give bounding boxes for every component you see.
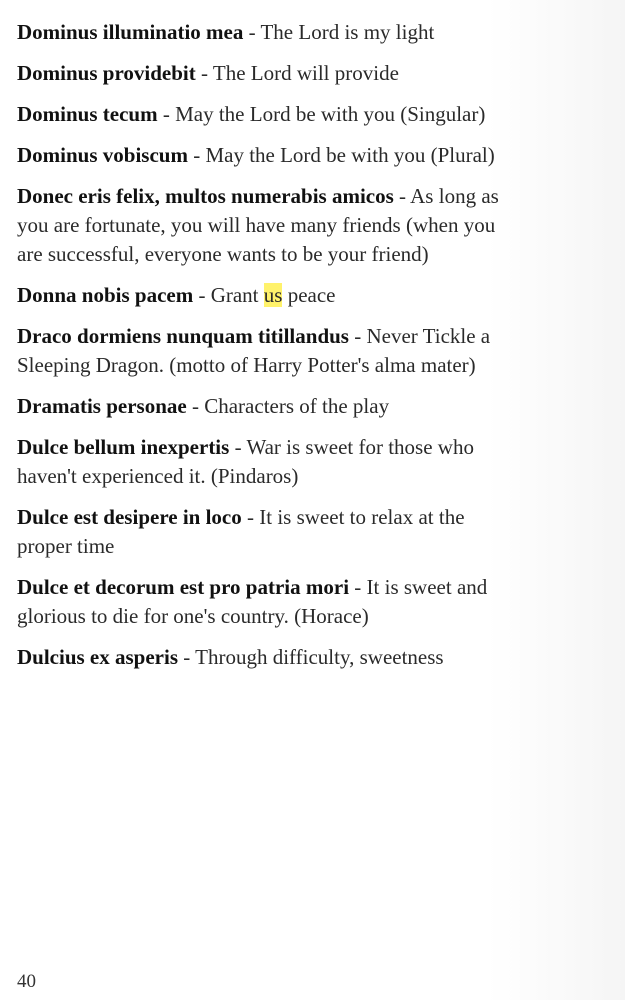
entry-term: Dulce et decorum est pro patria mori [17, 575, 350, 599]
list-item [17, 59, 517, 88]
page-number: 40 [17, 971, 36, 992]
entry-definition: It is sweet and glorious to die for one's country. (Horace) [17, 575, 488, 628]
entry-definition [211, 283, 336, 307]
entry-separator: - [243, 20, 261, 44]
entry-term: Dominus illuminatio mea [17, 20, 244, 44]
entry-definition: War is sweet for those who haven't experienced it. (Pindaros) [17, 435, 474, 488]
entry-definition: Never Tickle a Sleeping Dragon. (motto of Harry Potter's alma mater) [17, 324, 491, 377]
list-item [17, 182, 517, 269]
entry-term: Dominus tecum [17, 102, 158, 126]
entry-separator: - [229, 435, 247, 459]
list-item [17, 100, 517, 129]
list-item [17, 643, 517, 672]
entry-term: Dominus providebit [17, 61, 196, 85]
list-item [17, 392, 517, 421]
list-item [17, 503, 517, 561]
list-item [17, 281, 517, 310]
entry-definition: As long as you are fortunate, you will have many friends (when you are successful, everyone wants to be your friend) [17, 184, 499, 266]
list-item [17, 433, 517, 491]
entry-definition: May the Lord be with you (Plural) [205, 143, 495, 167]
list-item [17, 141, 517, 170]
entry-definition: It is sweet to relax at the proper time [17, 505, 465, 558]
list-item [17, 18, 517, 47]
entry-separator: - [186, 394, 205, 418]
entry-separator: - [193, 283, 211, 307]
highlighted-word: us [263, 283, 283, 307]
entry-separator: - [241, 505, 260, 529]
entry-term: Draco dormiens nunquam titillandus [17, 324, 349, 348]
definition-text: peace [282, 283, 336, 307]
entry-separator: - [178, 645, 196, 669]
entry-definition: The Lord is my light [260, 20, 435, 44]
entry-term: Dulce bellum inexpertis [17, 435, 230, 459]
entry-separator: - [157, 102, 176, 126]
entry-separator: - [393, 184, 411, 208]
list-item [17, 322, 517, 380]
entry-term: Dramatis personae [17, 394, 187, 418]
entry-separator: - [195, 61, 213, 85]
definition-text: Grant [210, 283, 264, 307]
entry-definition: May the Lord be with you (Singular) [175, 102, 486, 126]
entry-term: Dulce est desipere in loco [17, 505, 242, 529]
entry-list [17, 18, 517, 684]
entry-separator: - [349, 575, 367, 599]
entry-term: Donec eris felix, multos numerabis amicos [17, 184, 394, 208]
entry-term: Dulcius ex asperis [17, 645, 179, 669]
entry-definition: The Lord will provide [212, 61, 399, 85]
entry-definition: Through difficulty, sweetness [195, 645, 444, 669]
entry-term: Dominus vobiscum [17, 143, 188, 167]
entry-term: Donna nobis pacem [17, 283, 194, 307]
list-item [17, 573, 517, 631]
entry-separator: - [187, 143, 206, 167]
entry-definition: Characters of the play [204, 394, 390, 418]
entry-separator: - [348, 324, 367, 348]
